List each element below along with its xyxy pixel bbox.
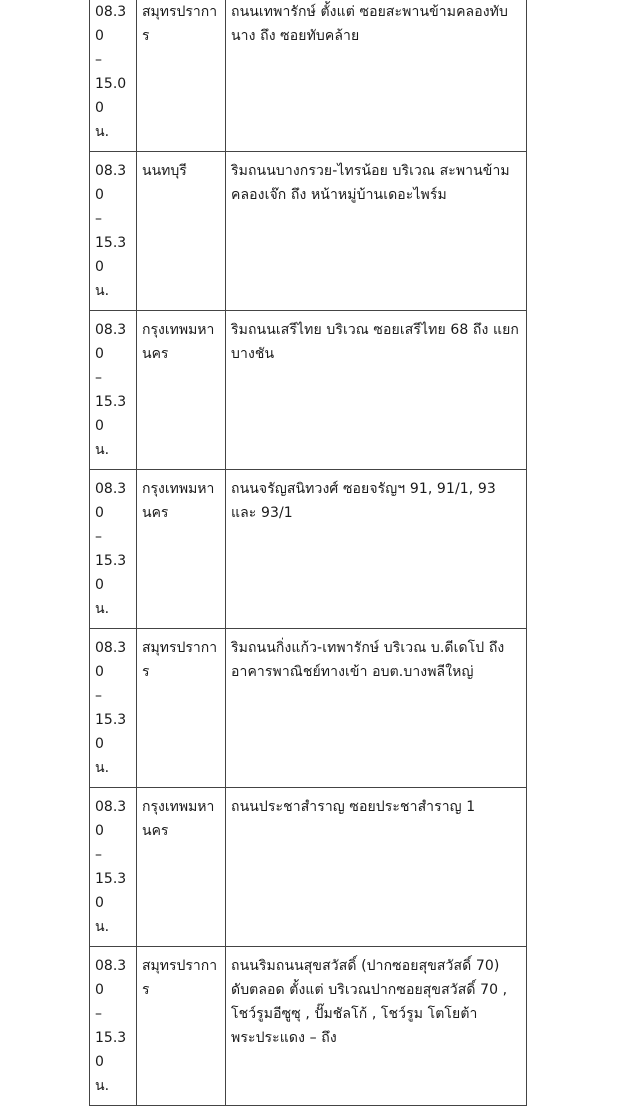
time-unit: น. [95,283,110,299]
time-unit: น. [95,601,110,617]
location-cell: ถนนประชาสำราญ ซอยประชาสำราญ 1 [226,788,527,947]
location-cell: ริมถนนกิ่งแก้ว-เทพารักษ์ บริเวณ บ.ดีเดโป ถึง อาคารพาณิชย์ทางเข้า อบต.บางพลีใหญ่ [226,629,527,788]
time-end: 15.30 [95,712,127,752]
location-cell: ริมถนนบางกรวย-ไทรน้อย บริเวณ สะพานข้ามคลองเจ๊ก ถึง หน้าหมู่บ้านเดอะไพร์ม [226,152,527,311]
time-cell [90,152,137,311]
province-cell: สมุทรปราการ [137,629,226,788]
table-row [90,311,527,470]
province-cell: กรุงเทพมหานคร [137,788,226,947]
time-start: 08.30 [95,322,127,362]
time-dash: – [95,52,102,68]
time-dash: – [95,370,102,386]
time-dash: – [95,211,102,227]
location-cell: ถนนริมถนนสุขสวัสดิ์ (ปากซอยสุขสวัสดิ์ 70) ดับตลอด ตั้งแต่ บริเวณปากซอยสุขสวัสดิ์ 70 , โชว์รูมอีซูซุ , ปั๊มชัลโก้ , โชว์รูม โตโยต้า พระประแดง – ถึง [226,947,527,1106]
time-start: 08.30 [95,958,127,998]
time-start: 08.30 [95,4,127,44]
time-cell [90,788,137,947]
time-cell [90,629,137,788]
time-cell [90,947,137,1106]
table-row [90,470,527,629]
location-cell: ถนนเทพารักษ์ ตั้งแต่ ซอยสะพานข้ามคลองทับนาง ถึง ซอยทับคล้าย [226,0,527,152]
table-row [90,788,527,947]
time-end: 15.30 [95,394,127,434]
province-cell: นนทบุรี [137,152,226,311]
outage-schedule-table-wrapper [89,0,526,1106]
time-unit: น. [95,919,110,935]
time-end: 15.30 [95,235,127,275]
table-row [90,947,527,1106]
province-cell: สมุทรปราการ [137,0,226,152]
time-dash: – [95,529,102,545]
time-dash: – [95,1006,102,1022]
location-cell: ริมถนนเสรีไทย บริเวณ ซอยเสรีไทย 68 ถึง แยกบางชัน [226,311,527,470]
time-cell [90,470,137,629]
time-dash: – [95,688,102,704]
table-row [90,0,527,152]
time-start: 08.30 [95,481,127,521]
province-cell: สมุทรปราการ [137,947,226,1106]
outage-schedule-table [89,0,527,1106]
province-cell: กรุงเทพมหานคร [137,470,226,629]
time-end: 15.30 [95,1030,127,1070]
time-start: 08.30 [95,640,127,680]
province-cell: กรุงเทพมหานคร [137,311,226,470]
time-unit: น. [95,124,110,140]
time-start: 08.30 [95,163,127,203]
time-unit: น. [95,760,110,776]
time-unit: น. [95,442,110,458]
time-cell [90,311,137,470]
time-end: 15.30 [95,553,127,593]
time-start: 08.30 [95,799,127,839]
time-end: 15.30 [95,871,127,911]
time-unit: น. [95,1078,110,1094]
table-row [90,152,527,311]
location-cell: ถนนจรัญสนิทวงศ์ ซอยจรัญฯ 91, 91/1, 93 และ 93/1 [226,470,527,629]
table-row [90,629,527,788]
time-end: 15.00 [95,76,127,116]
time-dash: – [95,847,102,863]
time-cell [90,0,137,152]
